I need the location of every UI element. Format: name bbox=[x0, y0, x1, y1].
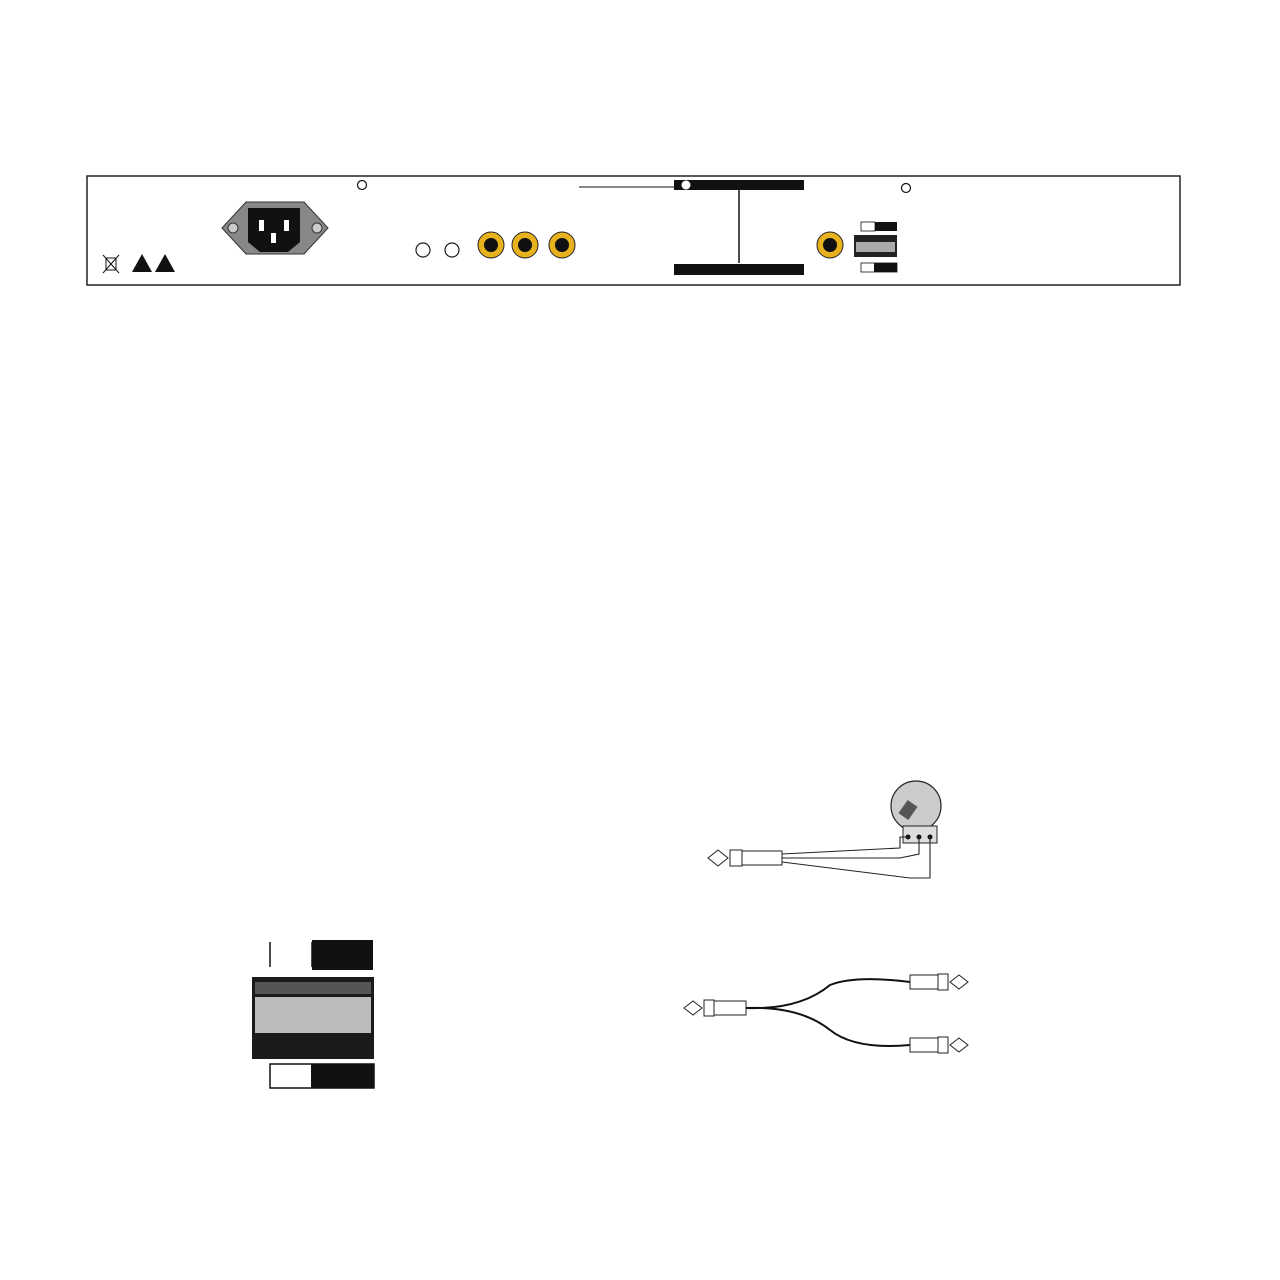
panel-dip-switch[interactable] bbox=[854, 235, 897, 257]
return-plug-icon bbox=[910, 1037, 968, 1053]
potentiometer-icon bbox=[891, 781, 941, 843]
send-plug-icon bbox=[910, 974, 968, 990]
mic-duck-depth-knob[interactable] bbox=[416, 243, 430, 257]
rear-panel-illustration bbox=[86, 175, 1182, 287]
main-output-right-jack[interactable] bbox=[512, 232, 538, 258]
potentiometer-wiring-figure bbox=[700, 770, 960, 890]
remote-volume-jack[interactable] bbox=[549, 232, 575, 258]
insert-cable-figure bbox=[680, 965, 1000, 1080]
trs-plug-icon bbox=[708, 850, 782, 866]
mic-insert-jack[interactable] bbox=[817, 232, 843, 258]
priority-duck-knob[interactable] bbox=[445, 243, 459, 257]
dip-switch-figure bbox=[245, 860, 445, 1110]
insert-plug-icon bbox=[684, 1000, 746, 1016]
main-output-left-jack[interactable] bbox=[478, 232, 504, 258]
dip-switch-body[interactable] bbox=[252, 977, 374, 1059]
